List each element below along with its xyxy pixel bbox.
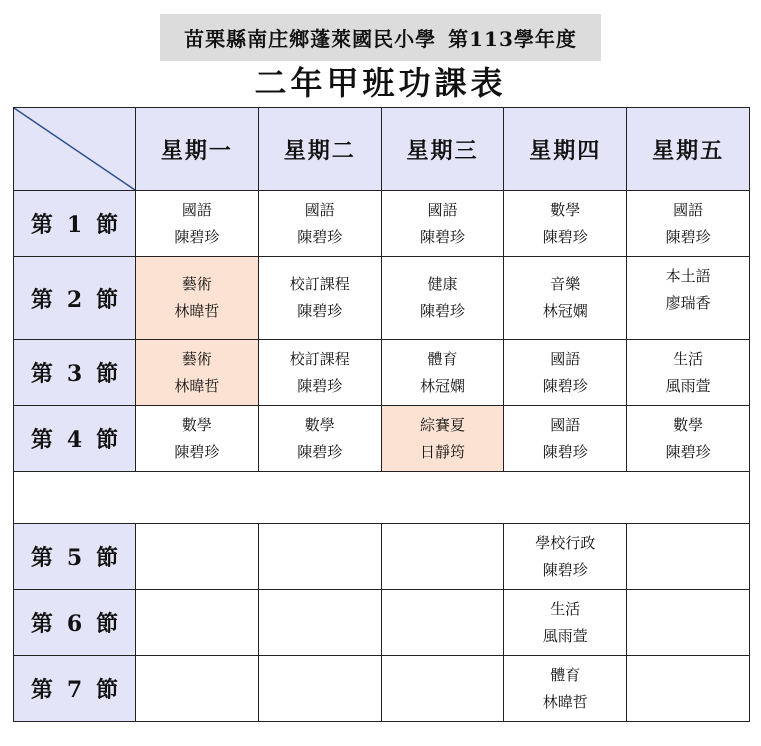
- subject-name: 校訂課程: [289, 275, 350, 293]
- teacher-name: 陳碧珍: [542, 227, 588, 246]
- period-label-part: 節: [96, 361, 119, 387]
- class-cell: [381, 656, 504, 722]
- subject-name: 校訂課程: [289, 349, 350, 368]
- class-cell-content: [259, 271, 381, 325]
- teacher-name: 風雨萱: [665, 376, 711, 395]
- class-cell: [504, 590, 627, 656]
- subject-name: 數學: [304, 415, 335, 434]
- period-label-part: 第: [30, 545, 53, 571]
- class-cell: [381, 191, 504, 257]
- period-row: [14, 590, 750, 656]
- subject-name: 數學: [550, 200, 581, 219]
- class-cell-content: [504, 412, 626, 466]
- subject-name: 藝術: [181, 349, 212, 368]
- class-cell-content: [382, 271, 504, 325]
- class-cell-content: [259, 346, 381, 400]
- teacher-name: 陳碧珍: [174, 442, 220, 461]
- page-title: 二年甲班功課表: [254, 64, 507, 102]
- lunch-break-cell: [14, 472, 750, 524]
- subject-name: 綜賽夏: [419, 415, 465, 434]
- day-header-fri: 星期五: [627, 108, 750, 191]
- period-label-part: 5: [66, 545, 83, 571]
- class-cell: [258, 590, 381, 656]
- afternoon-periods: [14, 524, 750, 722]
- class-cell: [627, 406, 750, 472]
- class-cell: [504, 406, 627, 472]
- subject-name: 生活: [550, 599, 581, 618]
- period-label: [14, 590, 136, 656]
- subject-name: 國語: [550, 415, 581, 434]
- period-label-part: 節: [96, 545, 119, 571]
- period-label-part: 第: [30, 212, 53, 238]
- class-cell: [504, 656, 627, 722]
- class-cell: [136, 524, 259, 590]
- class-cell: [504, 191, 627, 257]
- period-label-part: 第: [30, 286, 53, 313]
- period-row: [14, 524, 750, 590]
- teacher-name: 廖瑞香: [665, 294, 711, 312]
- class-cell: [136, 406, 259, 472]
- class-cell: [627, 590, 750, 656]
- subject-name: 國語: [304, 200, 335, 219]
- class-cell-content: [382, 346, 504, 400]
- teacher-name: 陳碧珍: [419, 227, 465, 246]
- subject-name: 體育: [427, 349, 458, 368]
- period-label-part: 節: [96, 212, 119, 238]
- teacher-name: 陳碧珍: [542, 560, 588, 579]
- day-header-row: [14, 108, 750, 191]
- class-cell: [627, 524, 750, 590]
- teacher-name: 陳碧珍: [174, 227, 220, 246]
- subject-name: 學校行政: [535, 533, 596, 552]
- class-cell: [627, 340, 750, 406]
- class-cell: [627, 257, 750, 340]
- period-label: [14, 340, 136, 406]
- subject-name: 本土語: [665, 267, 711, 285]
- class-cell-content: [136, 197, 258, 251]
- class-cell-content: [382, 412, 504, 466]
- class-cell-content: [627, 197, 749, 251]
- day-header-tue: 星期二: [258, 108, 381, 191]
- period-label-part: 節: [96, 286, 119, 313]
- teacher-name: 陳碧珍: [297, 442, 343, 461]
- period-label-part: 6: [66, 611, 83, 637]
- class-cell-content: [627, 263, 749, 317]
- class-cell-content: [504, 271, 626, 325]
- period-label-part: 2: [66, 286, 83, 313]
- class-cell: [258, 340, 381, 406]
- day-header-mon: 星期一: [136, 108, 259, 191]
- period-row: [14, 340, 750, 406]
- period-label-part: 7: [66, 677, 83, 703]
- teacher-name: 陳碧珍: [542, 376, 588, 395]
- class-cell-content: [504, 530, 626, 584]
- class-cell-content: [504, 346, 626, 400]
- class-cell-content: [136, 271, 258, 325]
- period-label-part: 3: [66, 361, 83, 387]
- class-cell: [136, 656, 259, 722]
- diagonal-divider: [14, 108, 135, 190]
- class-cell: [381, 590, 504, 656]
- class-cell-content: [627, 412, 749, 466]
- day-header-wed: 星期三: [381, 108, 504, 191]
- class-cell-content: [504, 662, 626, 716]
- period-label-part: 4: [66, 427, 83, 453]
- teacher-name: 陳碧珍: [665, 442, 711, 461]
- subject-name: 音樂: [550, 275, 581, 293]
- teacher-name: 陳碧珍: [297, 376, 343, 395]
- period-label: [14, 406, 136, 472]
- class-cell: [381, 406, 504, 472]
- class-cell-content: [259, 197, 381, 251]
- period-row: [14, 257, 750, 340]
- teacher-name: 林暐哲: [174, 302, 220, 320]
- class-cell-content: [504, 197, 626, 251]
- class-cell: [381, 257, 504, 340]
- period-label-part: 第: [30, 361, 53, 387]
- teacher-name: 陳碧珍: [297, 227, 343, 246]
- teacher-name: 陳碧珍: [419, 302, 465, 320]
- class-cell: [136, 257, 259, 340]
- teacher-name: 林冠嫻: [419, 376, 465, 395]
- subject-name: 國語: [427, 200, 458, 219]
- subject-name: 數學: [181, 415, 212, 434]
- school-name: 苗栗縣南庄鄉蓬萊國民小學: [184, 27, 437, 51]
- period-label: [14, 191, 136, 257]
- class-cell-content: [504, 596, 626, 650]
- class-cell-content: [259, 412, 381, 466]
- school-year: 第113學年度: [448, 27, 577, 51]
- morning-periods: [14, 191, 750, 472]
- subject-name: 健康: [427, 275, 458, 293]
- class-cell: [504, 257, 627, 340]
- period-label-part: 1: [66, 212, 83, 238]
- class-cell: [258, 406, 381, 472]
- period-label: [14, 257, 136, 340]
- lunch-break-row: [14, 472, 750, 524]
- teacher-name: 日靜筠: [419, 442, 465, 461]
- class-cell: [504, 340, 627, 406]
- teacher-name: 陳碧珍: [542, 442, 588, 461]
- lunch-gap: [14, 472, 750, 524]
- class-cell: [627, 656, 750, 722]
- subject-name: 國語: [181, 200, 212, 219]
- period-row: [14, 406, 750, 472]
- class-cell: [258, 257, 381, 340]
- period-row: [14, 191, 750, 257]
- class-cell: [504, 524, 627, 590]
- class-cell: [627, 191, 750, 257]
- school-banner: [160, 14, 601, 61]
- subject-name: 體育: [550, 665, 581, 684]
- period-label: [14, 656, 136, 722]
- class-cell: [136, 340, 259, 406]
- subject-name: 國語: [550, 349, 581, 368]
- corner-cell: [14, 108, 136, 191]
- class-cell: [136, 191, 259, 257]
- timetable: [13, 107, 750, 722]
- class-cell-content: [627, 346, 749, 400]
- teacher-name: 林暐哲: [542, 692, 588, 711]
- subject-name: 生活: [673, 349, 704, 368]
- class-cell: [258, 656, 381, 722]
- class-cell-content: [136, 412, 258, 466]
- class-cell-content: [382, 197, 504, 251]
- period-label-part: 第: [30, 611, 53, 637]
- teacher-name: 林暐哲: [174, 376, 220, 395]
- period-label-part: 第: [30, 427, 53, 453]
- class-cell: [381, 340, 504, 406]
- period-label-part: 第: [30, 677, 53, 703]
- class-cell: [136, 590, 259, 656]
- day-header-thu: 星期四: [504, 108, 627, 191]
- period-label-part: 節: [96, 611, 119, 637]
- period-row: [14, 656, 750, 722]
- subject-name: 國語: [673, 200, 704, 219]
- period-label: [14, 524, 136, 590]
- period-label-part: 節: [96, 427, 119, 453]
- teacher-name: 風雨萱: [542, 626, 588, 645]
- class-cell: [258, 524, 381, 590]
- class-cell: [258, 191, 381, 257]
- teacher-name: 陳碧珍: [297, 302, 343, 320]
- class-cell: [381, 524, 504, 590]
- subject-name: 藝術: [181, 275, 212, 293]
- subject-name: 數學: [673, 415, 704, 434]
- period-label-part: 節: [96, 677, 119, 703]
- class-cell-content: [136, 346, 258, 400]
- teacher-name: 林冠嫻: [542, 302, 588, 320]
- teacher-name: 陳碧珍: [665, 227, 711, 246]
